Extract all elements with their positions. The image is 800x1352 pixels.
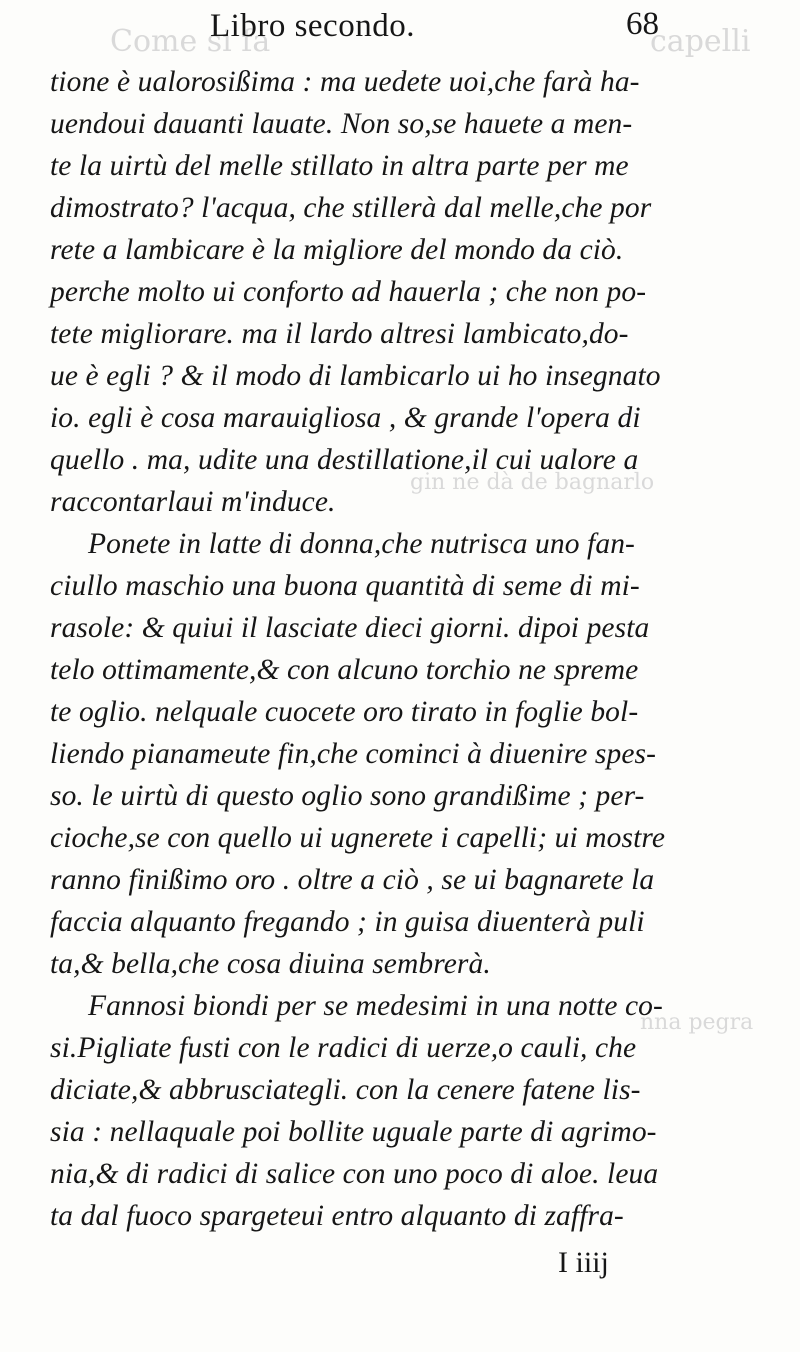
paragraph-start-line: Ponete in latte di donna,che nutrisca uno fan- <box>88 528 635 560</box>
text-line: ta dal fuoco spargeteui entro alquanto di zaffra- <box>50 1200 624 1232</box>
bleed-through-lower: nna pegra <box>640 1010 754 1035</box>
bleed-through-mid: gin ne dà de bagnarlo <box>410 470 655 495</box>
text-line: rete a lambicare è la migliore del mondo da ciò. <box>50 234 624 266</box>
paragraph-start-line: Fannosi biondi per se medesimi in una notte co- <box>88 990 663 1022</box>
text-line: io. egli è cosa marauigliosa , & grande l'opera di <box>50 402 641 434</box>
page-number: 68 <box>626 6 659 42</box>
text-line: cioche,se con quello ui ugnerete i capelli; ui mostre <box>50 822 666 854</box>
text-line: ranno finißimo oro . oltre a ciò , se ui bagnarete la <box>50 864 655 896</box>
text-line: ciullo maschio una buona quantità di seme di mi- <box>50 570 640 602</box>
text-line: so. le uirtù di questo oglio sono grandißime ; per- <box>50 780 645 812</box>
bleed-through-top-right: capelli <box>650 24 751 59</box>
text-line: faccia alquanto fregando ; in guisa diuenterà puli <box>50 906 645 938</box>
text-line: tione è ualorosißima : ma uedete uoi,che farà ha- <box>50 66 640 98</box>
text-line: nia,& di radici di salice con uno poco di aloe. leua <box>50 1158 659 1190</box>
text-line: perche molto ui conforto ad hauerla ; che non po- <box>50 276 647 308</box>
text-line: telo ottimamente,& con alcuno torchio ne spreme <box>50 654 639 686</box>
text-line: raccontarlaui m'induce. <box>50 486 336 518</box>
text-line: rasole: & quiui il lasciate dieci giorni. dipoi pesta <box>50 612 650 644</box>
bleed-through-top: Come si fa <box>110 24 271 59</box>
signature-mark: I iiij <box>558 1246 609 1279</box>
text-line: ta,& bella,che cosa diuina sembrerà. <box>50 948 491 980</box>
text-line: uendoui dauanti lauate. Non so,se hauete a men- <box>50 108 633 140</box>
text-line: te oglio. nelquale cuocete oro tirato in foglie bol- <box>50 696 639 728</box>
text-line: sia : nellaquale poi bollite uguale parte di agrimo- <box>50 1116 657 1148</box>
text-line: quello . ma, udite una destillatione,il cui ualore a <box>50 444 639 476</box>
text-line: dimostrato? l'acqua, che stillerà dal melle,che por <box>50 192 652 224</box>
text-line: tete migliorare. ma il lardo altresi lambicato,do- <box>50 318 629 350</box>
text-line: te la uirtù del melle stillato in altra parte per me <box>50 150 629 182</box>
text-line: si.Pigliate fusti con le radici di uerze,o cauli, che <box>50 1032 637 1064</box>
text-line: ue è egli ? & il modo di lambicarlo ui ho insegnato <box>50 360 661 392</box>
text-line: diciate,& abbrusciategli. con la cenere fatene lis- <box>50 1074 641 1106</box>
running-head: Libro secondo. <box>210 8 415 44</box>
text-line: liendo pianameute fin,che cominci à diuenire spes- <box>50 738 657 770</box>
